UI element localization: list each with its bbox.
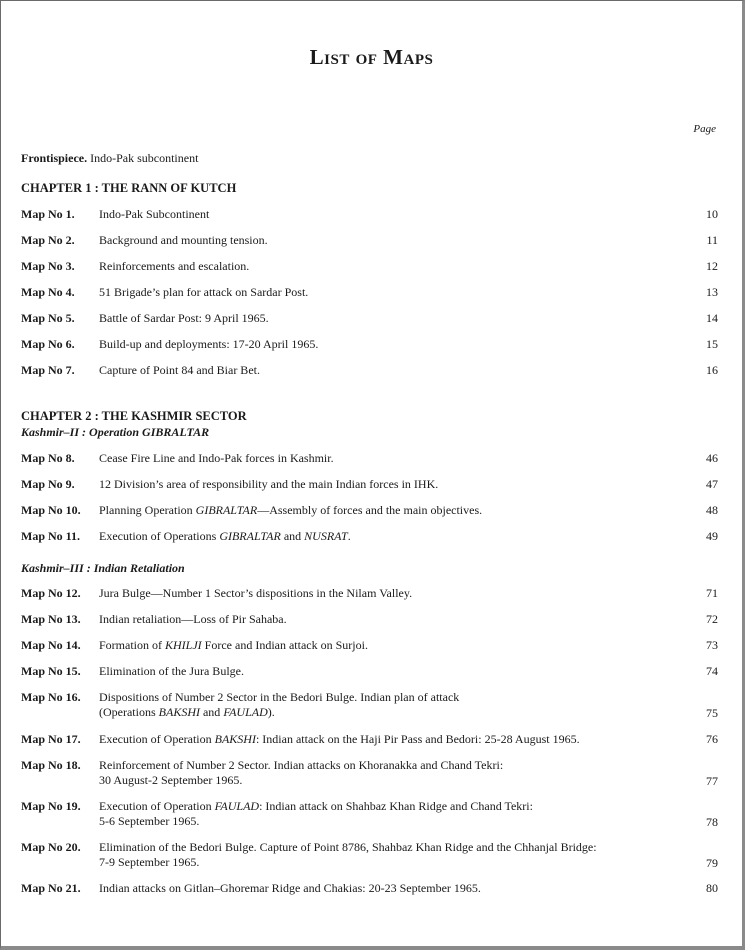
map-page: 77 bbox=[706, 774, 718, 788]
map-description bbox=[99, 840, 597, 870]
map-page: 14 bbox=[706, 311, 718, 325]
map-number: Map No 9. bbox=[21, 477, 75, 491]
map-number: Map No 2. bbox=[21, 233, 75, 247]
map-page: 72 bbox=[706, 612, 718, 626]
map-page: 49 bbox=[706, 529, 718, 543]
map-number: Map No 5. bbox=[21, 311, 75, 325]
chapter2-subheading-retaliation: Kashmir–III : Indian Retaliation bbox=[21, 561, 185, 575]
map-page: 74 bbox=[706, 664, 718, 678]
map-page: 15 bbox=[706, 337, 718, 351]
map-page: 48 bbox=[706, 503, 718, 517]
map-number: Map No 7. bbox=[21, 363, 75, 377]
map-number: Map No 18. bbox=[21, 758, 81, 772]
map-description: Indo-Pak Subcontinent bbox=[99, 207, 210, 221]
frontispiece-label: Frontispiece. bbox=[21, 151, 88, 165]
map-description: Execution of Operations GIBRALTAR and NUSRAT. bbox=[99, 529, 351, 543]
map-number: Map No 20. bbox=[21, 840, 81, 854]
map-description-line1: Reinforcement of Number 2 Sector. Indian attacks on Khoranakka and Chand Tekri: bbox=[99, 758, 504, 772]
map-description: Battle of Sardar Post: 9 April 1965. bbox=[99, 311, 269, 325]
frontispiece-line bbox=[21, 151, 718, 166]
map-description bbox=[99, 758, 503, 788]
map-description: Indian attacks on Gitlan–Ghoremar Ridge and Chakias: 20-23 September 1965. bbox=[99, 881, 481, 895]
map-description bbox=[99, 690, 459, 720]
map-page: 46 bbox=[706, 451, 718, 465]
map-description: Execution of Operation BAKSHI: Indian attack on the Haji Pir Pass and Bedori: 25-28 August 1965. bbox=[99, 732, 580, 746]
map-number: Map No 11. bbox=[21, 529, 81, 543]
map-description-line1: Elimination of the Bedori Bulge. Capture of Point 8786, Shahbaz Khan Ridge and the Chhanjal Bridge: bbox=[99, 840, 597, 854]
map-description-line2: (Operations BAKSHI and FAULAD). bbox=[99, 705, 275, 719]
map-page: 47 bbox=[706, 477, 718, 491]
chapter1-heading: CHAPTER 1 : THE RANN OF KUTCH bbox=[21, 181, 237, 195]
map-page: 71 bbox=[706, 586, 718, 600]
chapter2-subheading-gibraltar: Kashmir–II : Operation GIBRALTAR bbox=[21, 425, 210, 439]
map-description-line2: 30 August-2 September 1965. bbox=[99, 773, 243, 787]
map-number: Map No 10. bbox=[21, 503, 81, 517]
map-description: 12 Division’s area of responsibility and the main Indian forces in IHK. bbox=[99, 477, 439, 491]
map-page: 73 bbox=[706, 638, 718, 652]
map-description-line1: Dispositions of Number 2 Sector in the Bedori Bulge. Indian plan of attack bbox=[99, 690, 460, 704]
map-number: Map No 16. bbox=[21, 690, 81, 704]
frontispiece-text: Indo-Pak subcontinent bbox=[90, 151, 199, 165]
map-page: 16 bbox=[706, 363, 718, 377]
map-page: 76 bbox=[706, 732, 718, 746]
map-description-line1: Execution of Operation FAULAD: Indian attack on Shahbaz Khan Ridge and Chand Tekri: bbox=[99, 799, 533, 813]
map-description-line2: 7-9 September 1965. bbox=[99, 855, 200, 869]
map-page: 78 bbox=[706, 815, 718, 829]
map-number: Map No 14. bbox=[21, 638, 81, 652]
map-description: Build-up and deployments: 17-20 April 1965. bbox=[99, 337, 319, 351]
map-description: Capture of Point 84 and Biar Bet. bbox=[99, 363, 260, 377]
map-number: Map No 6. bbox=[21, 337, 75, 351]
map-page: 10 bbox=[706, 207, 718, 221]
map-description: Planning Operation GIBRALTAR—Assembly of forces and the main objectives. bbox=[99, 503, 483, 517]
map-description: Elimination of the Jura Bulge. bbox=[99, 664, 244, 678]
page-column-label: Page bbox=[693, 123, 716, 135]
map-page: 79 bbox=[706, 856, 718, 870]
map-number: Map No 3. bbox=[21, 259, 75, 273]
map-description: Indian retaliation—Loss of Pir Sahaba. bbox=[99, 612, 287, 626]
map-number: Map No 15. bbox=[21, 664, 81, 678]
map-description bbox=[99, 799, 533, 829]
map-number: Map No 17. bbox=[21, 732, 81, 746]
map-description: Cease Fire Line and Indo-Pak forces in Kashmir. bbox=[99, 451, 334, 465]
map-number: Map No 8. bbox=[21, 451, 75, 465]
map-number: Map No 13. bbox=[21, 612, 81, 626]
map-number: Map No 4. bbox=[21, 285, 75, 299]
map-page: 13 bbox=[706, 285, 718, 299]
map-number: Map No 19. bbox=[21, 799, 81, 813]
page-title: List of Maps bbox=[309, 45, 434, 69]
map-page: 11 bbox=[706, 233, 718, 247]
map-page: 80 bbox=[706, 881, 718, 895]
map-number: Map No 21. bbox=[21, 881, 81, 895]
map-description: Background and mounting tension. bbox=[99, 233, 268, 247]
map-description-line2: 5-6 September 1965. bbox=[99, 814, 200, 828]
map-number: Map No 12. bbox=[21, 586, 81, 600]
map-number: Map No 1. bbox=[21, 207, 75, 221]
map-description: Formation of KHILJI Force and Indian attack on Surjoi. bbox=[99, 638, 368, 652]
map-description: Reinforcements and escalation. bbox=[99, 259, 250, 273]
map-description: Jura Bulge—Number 1 Sector’s dispositions in the Nilam Valley. bbox=[99, 586, 413, 600]
map-page: 75 bbox=[706, 706, 718, 720]
map-page: 12 bbox=[706, 259, 718, 273]
map-description: 51 Brigade’s plan for attack on Sardar Post. bbox=[99, 285, 309, 299]
chapter2-heading: CHAPTER 2 : THE KASHMIR SECTOR bbox=[21, 409, 247, 423]
